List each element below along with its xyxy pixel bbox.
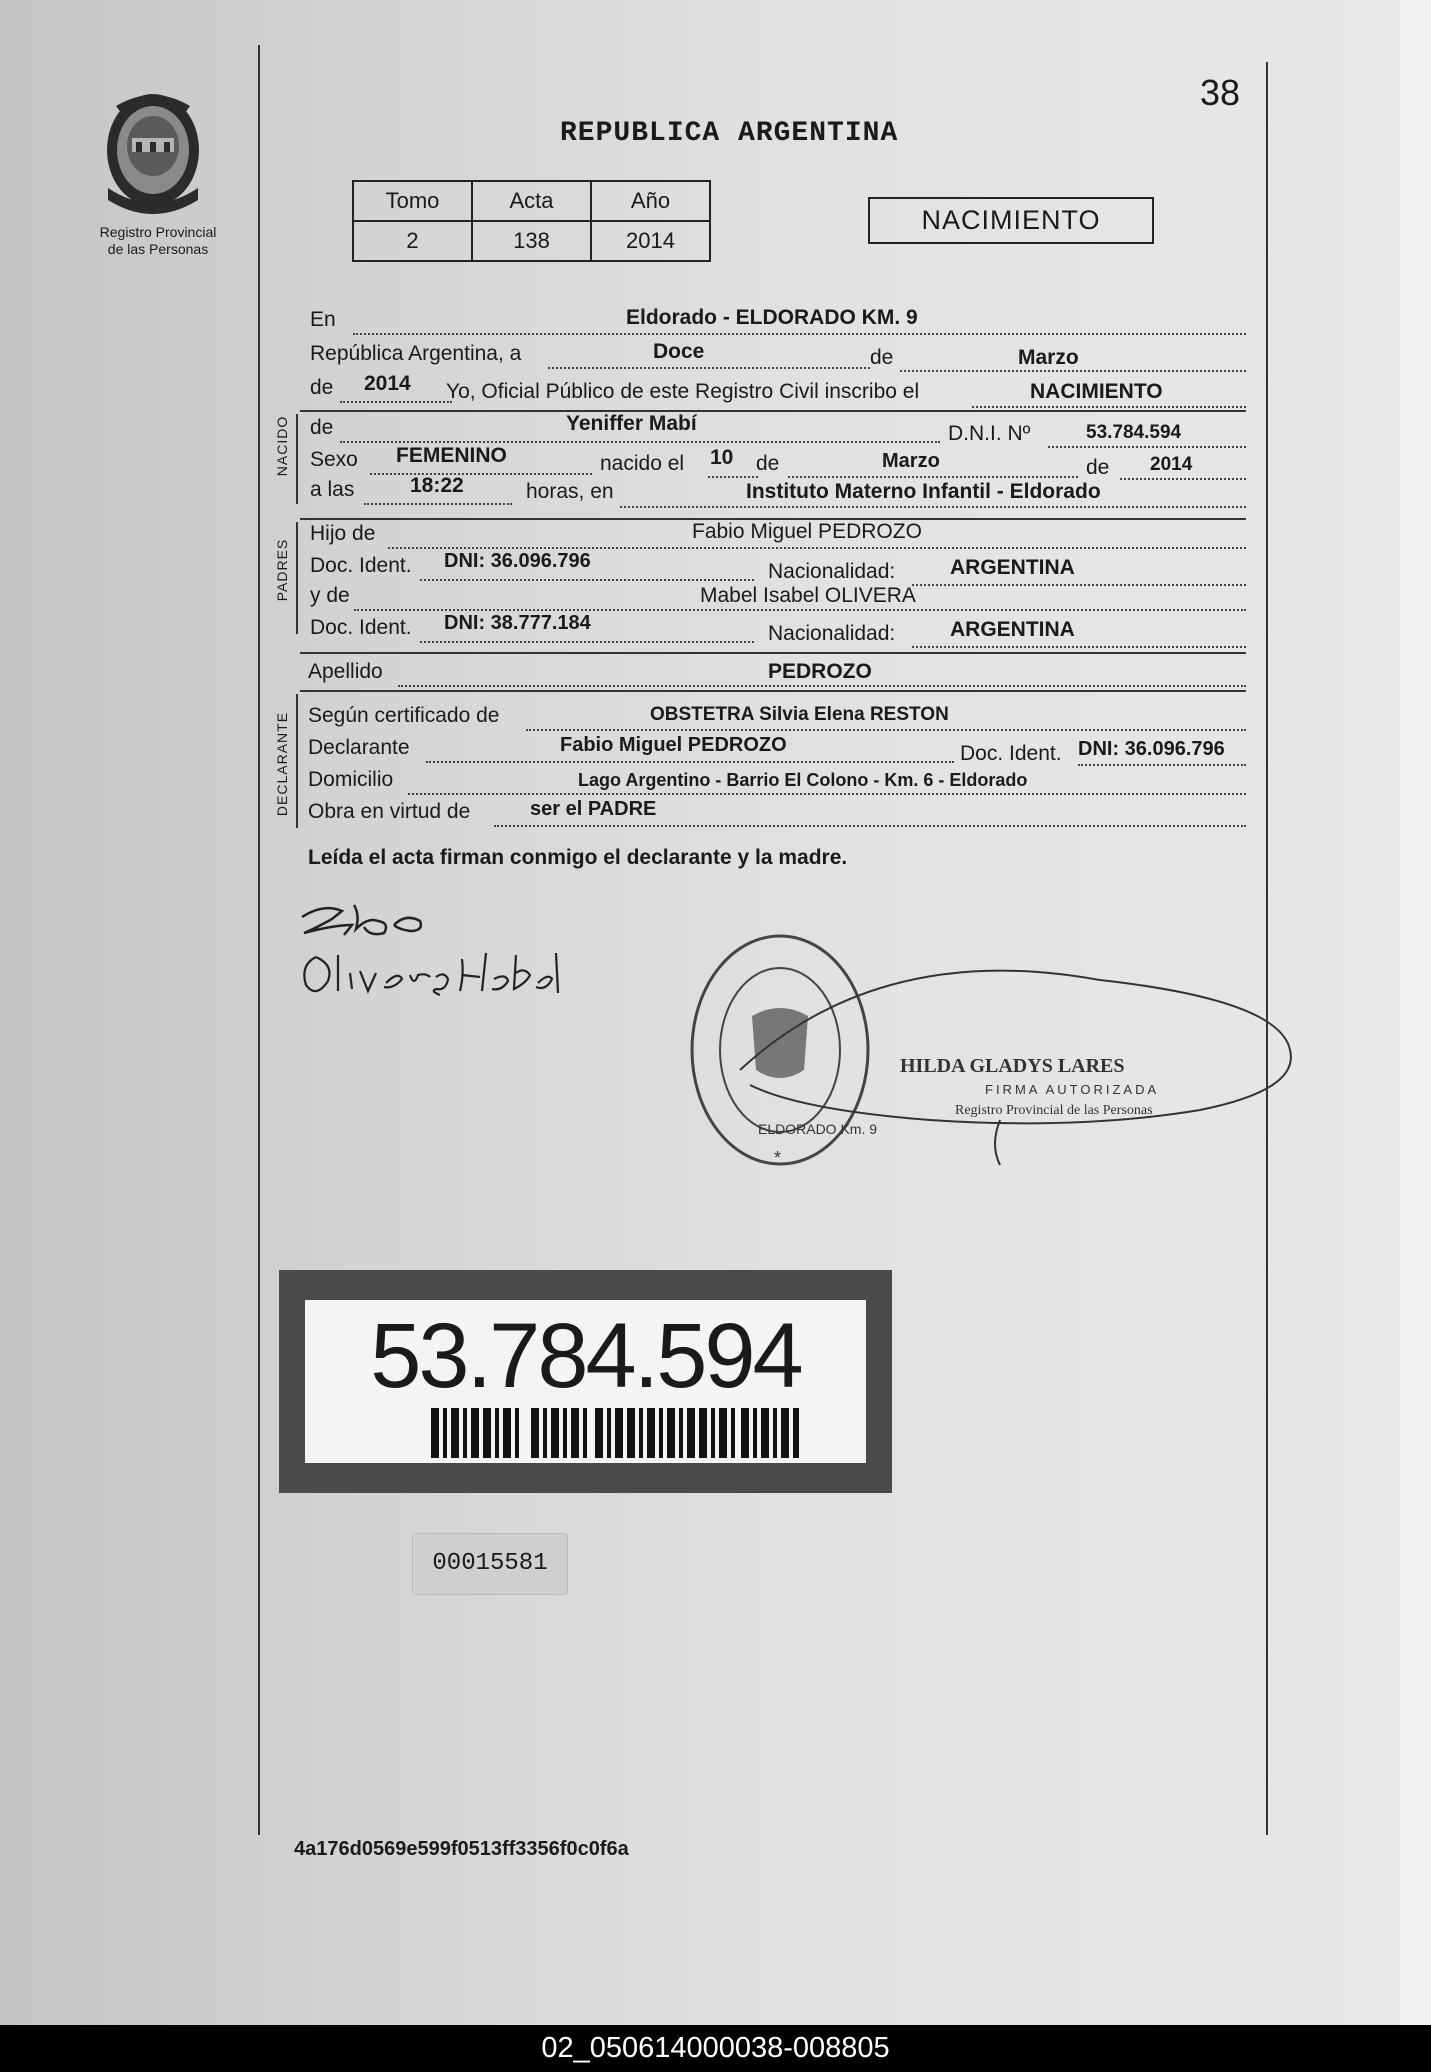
dotted-line [388,547,1246,549]
tomo-header: Tomo [353,181,472,221]
logo-caption-line1: Registro Provincial [99,224,217,240]
horas-label: horas, en [526,480,614,503]
scan-edge [1400,0,1431,2025]
logo-caption-line2: de las Personas [107,241,209,257]
row-mother [308,582,1246,612]
child-dni-value: 53.784.594 [1086,422,1182,443]
stamp-center-text: ELDORADO Km. 9 [758,1121,878,1137]
misiones-coat-of-arms-icon [98,88,208,218]
record-type-box: NACIMIENTO [868,197,1154,244]
dotted-line [398,685,1246,687]
birth-place-value: Instituto Materno Infantil - Eldorado [746,480,1101,503]
row-father-doc [308,552,1246,582]
yde-label: y de [310,584,350,607]
row-republica [308,340,1246,370]
section-divider [296,694,298,828]
official-stamp [680,920,1300,1180]
separator-line [300,652,1246,654]
row-apellido [308,658,1246,688]
acta-value: 138 [472,221,591,261]
row-cert [308,702,1246,732]
birth-year-value: 2014 [1150,454,1193,475]
barcode-label [279,1270,892,1493]
apellido-value: PEDROZO [768,660,872,683]
hour-value: 18:22 [410,474,464,497]
nacido-section-label: NACIDO [274,415,290,477]
cert-value: OBSTETRA Silvia Elena RESTON [650,704,949,725]
dotted-line [340,401,452,403]
separator-line [300,690,1246,692]
dotted-line [548,367,870,369]
row-sexo [308,444,1246,479]
decl-doc-label: Doc. Ident. [960,742,1062,765]
dotted-line [364,503,512,505]
dotted-line [420,579,754,581]
de-month-label: de [756,452,780,475]
acta-header: Acta [472,181,591,221]
tomo-value: 2 [353,221,472,261]
dotted-line [426,761,954,763]
country-heading: REPUBLICA ARGENTINA [560,118,899,149]
de-name-label: de [310,416,334,439]
birth-month-value: Marzo [882,450,940,472]
dotted-line [620,506,1246,508]
row-hora [308,476,1246,506]
year-value: 2014 [364,372,411,395]
closing-statement: Leída el acta firman conmigo el declarante y la madre. [308,846,848,869]
place-value: Eldorado - ELDORADO KM. 9 [626,306,918,329]
barcode-inner [305,1300,866,1463]
signatures-image [294,895,564,1015]
decl-label: Declarante [308,736,410,759]
decl-value: Fabio Miguel PEDROZO [560,734,787,756]
dotted-line [420,641,754,643]
row-domicilio [308,766,1246,796]
officer-name: HILDA GLADYS LARES [900,1055,1125,1077]
stamp-star-icon: * [774,1148,782,1168]
declarante-section-label: DECLARANTE [274,711,290,817]
day-value: Doce [653,340,705,363]
record-table-header-row [353,181,710,221]
father-nat-value: ARGENTINA [950,556,1075,579]
record-table-value-row [353,221,710,261]
mother-name-value: Mabel Isabel OLIVERA [700,584,916,607]
apellido-label: Apellido [308,660,383,683]
sexo-value: FEMENINO [396,444,507,467]
dotted-line [408,793,1246,795]
en-label: En [310,308,336,331]
dom-value: Lago Argentino - Barrio El Colono - Km. 6 - Eldorado [578,770,1028,790]
sexo-label: Sexo [310,448,358,471]
separator-line [300,410,1246,412]
alas-label: a las [310,478,355,501]
logo-caption [78,224,238,258]
row-obra [308,798,1246,828]
father-name-value: Fabio Miguel PEDROZO [692,520,922,543]
decl-doc-value: DNI: 36.096.796 [1078,738,1225,760]
record-table [352,180,711,262]
dotted-line [340,441,940,443]
padres-section-label: PADRES [274,538,290,602]
de-label: de [870,346,894,369]
anio-header: Año [591,181,710,221]
row-name [308,414,1246,444]
dotted-line [900,370,1246,372]
document-hash: 4a176d0569e599f0513ff3356f0c0f6a [294,1838,629,1860]
footer-id-bar [0,2025,1431,2072]
dotted-line [972,406,1246,408]
barcode-number: 53.784.594 [370,1305,801,1407]
obra-value: ser el PADRE [530,798,657,820]
nacido-label: nacido el [600,452,685,475]
dotted-line [370,473,592,475]
left-margin-line [258,45,260,1835]
row-year [308,374,1246,404]
serial-number: 00015581 [412,1533,568,1595]
dotted-line [912,646,1246,648]
dotted-line [494,825,1246,827]
dotted-line [354,609,1246,611]
dotted-line [353,333,1246,335]
anio-value: 2014 [591,221,710,261]
de-year-label: de [310,376,334,399]
hijo-label: Hijo de [310,522,376,545]
dom-label: Domicilio [308,768,394,791]
mother-doc-label: Doc. Ident. [310,616,412,639]
father-doc-value: DNI: 36.096.796 [444,550,591,572]
mother-nat-label: Nacionalidad: [768,622,896,645]
row-father [308,520,1246,550]
dni-label: D.N.I. Nº [948,422,1031,445]
row-en [308,306,1246,336]
mother-doc-value: DNI: 38.777.184 [444,612,591,634]
inscribe-type-value: NACIMIENTO [1030,380,1163,403]
officer-org: Registro Provincial de las Personas [955,1103,1153,1118]
page-number: 38 [1200,72,1241,113]
birth-day-value: 10 [710,446,734,469]
barcode-bars-icon [431,1408,801,1458]
section-divider [296,522,298,634]
footer-id: 02_050614000038-008805 [541,2032,890,2064]
yo-text: Yo, Oficial Público de este Registro Civil inscribo el [446,380,920,403]
mother-nat-value: ARGENTINA [950,618,1075,641]
cert-label: Según certificado de [308,704,500,727]
month-value: Marzo [1018,346,1079,369]
section-divider [296,414,298,504]
republica-label: República Argentina, a [310,342,522,365]
dotted-line [526,729,1246,731]
row-declarante [308,734,1246,764]
father-nat-label: Nacionalidad: [768,560,896,583]
officer-role: FIRMA AUTORIZADA [985,1082,1160,1097]
de-year2-label: de [1086,456,1110,479]
father-doc-label: Doc. Ident. [310,554,412,577]
obra-label: Obra en virtud de [308,800,471,823]
child-name-value: Yeniffer Mabí [566,412,697,435]
row-mother-doc [308,614,1246,644]
